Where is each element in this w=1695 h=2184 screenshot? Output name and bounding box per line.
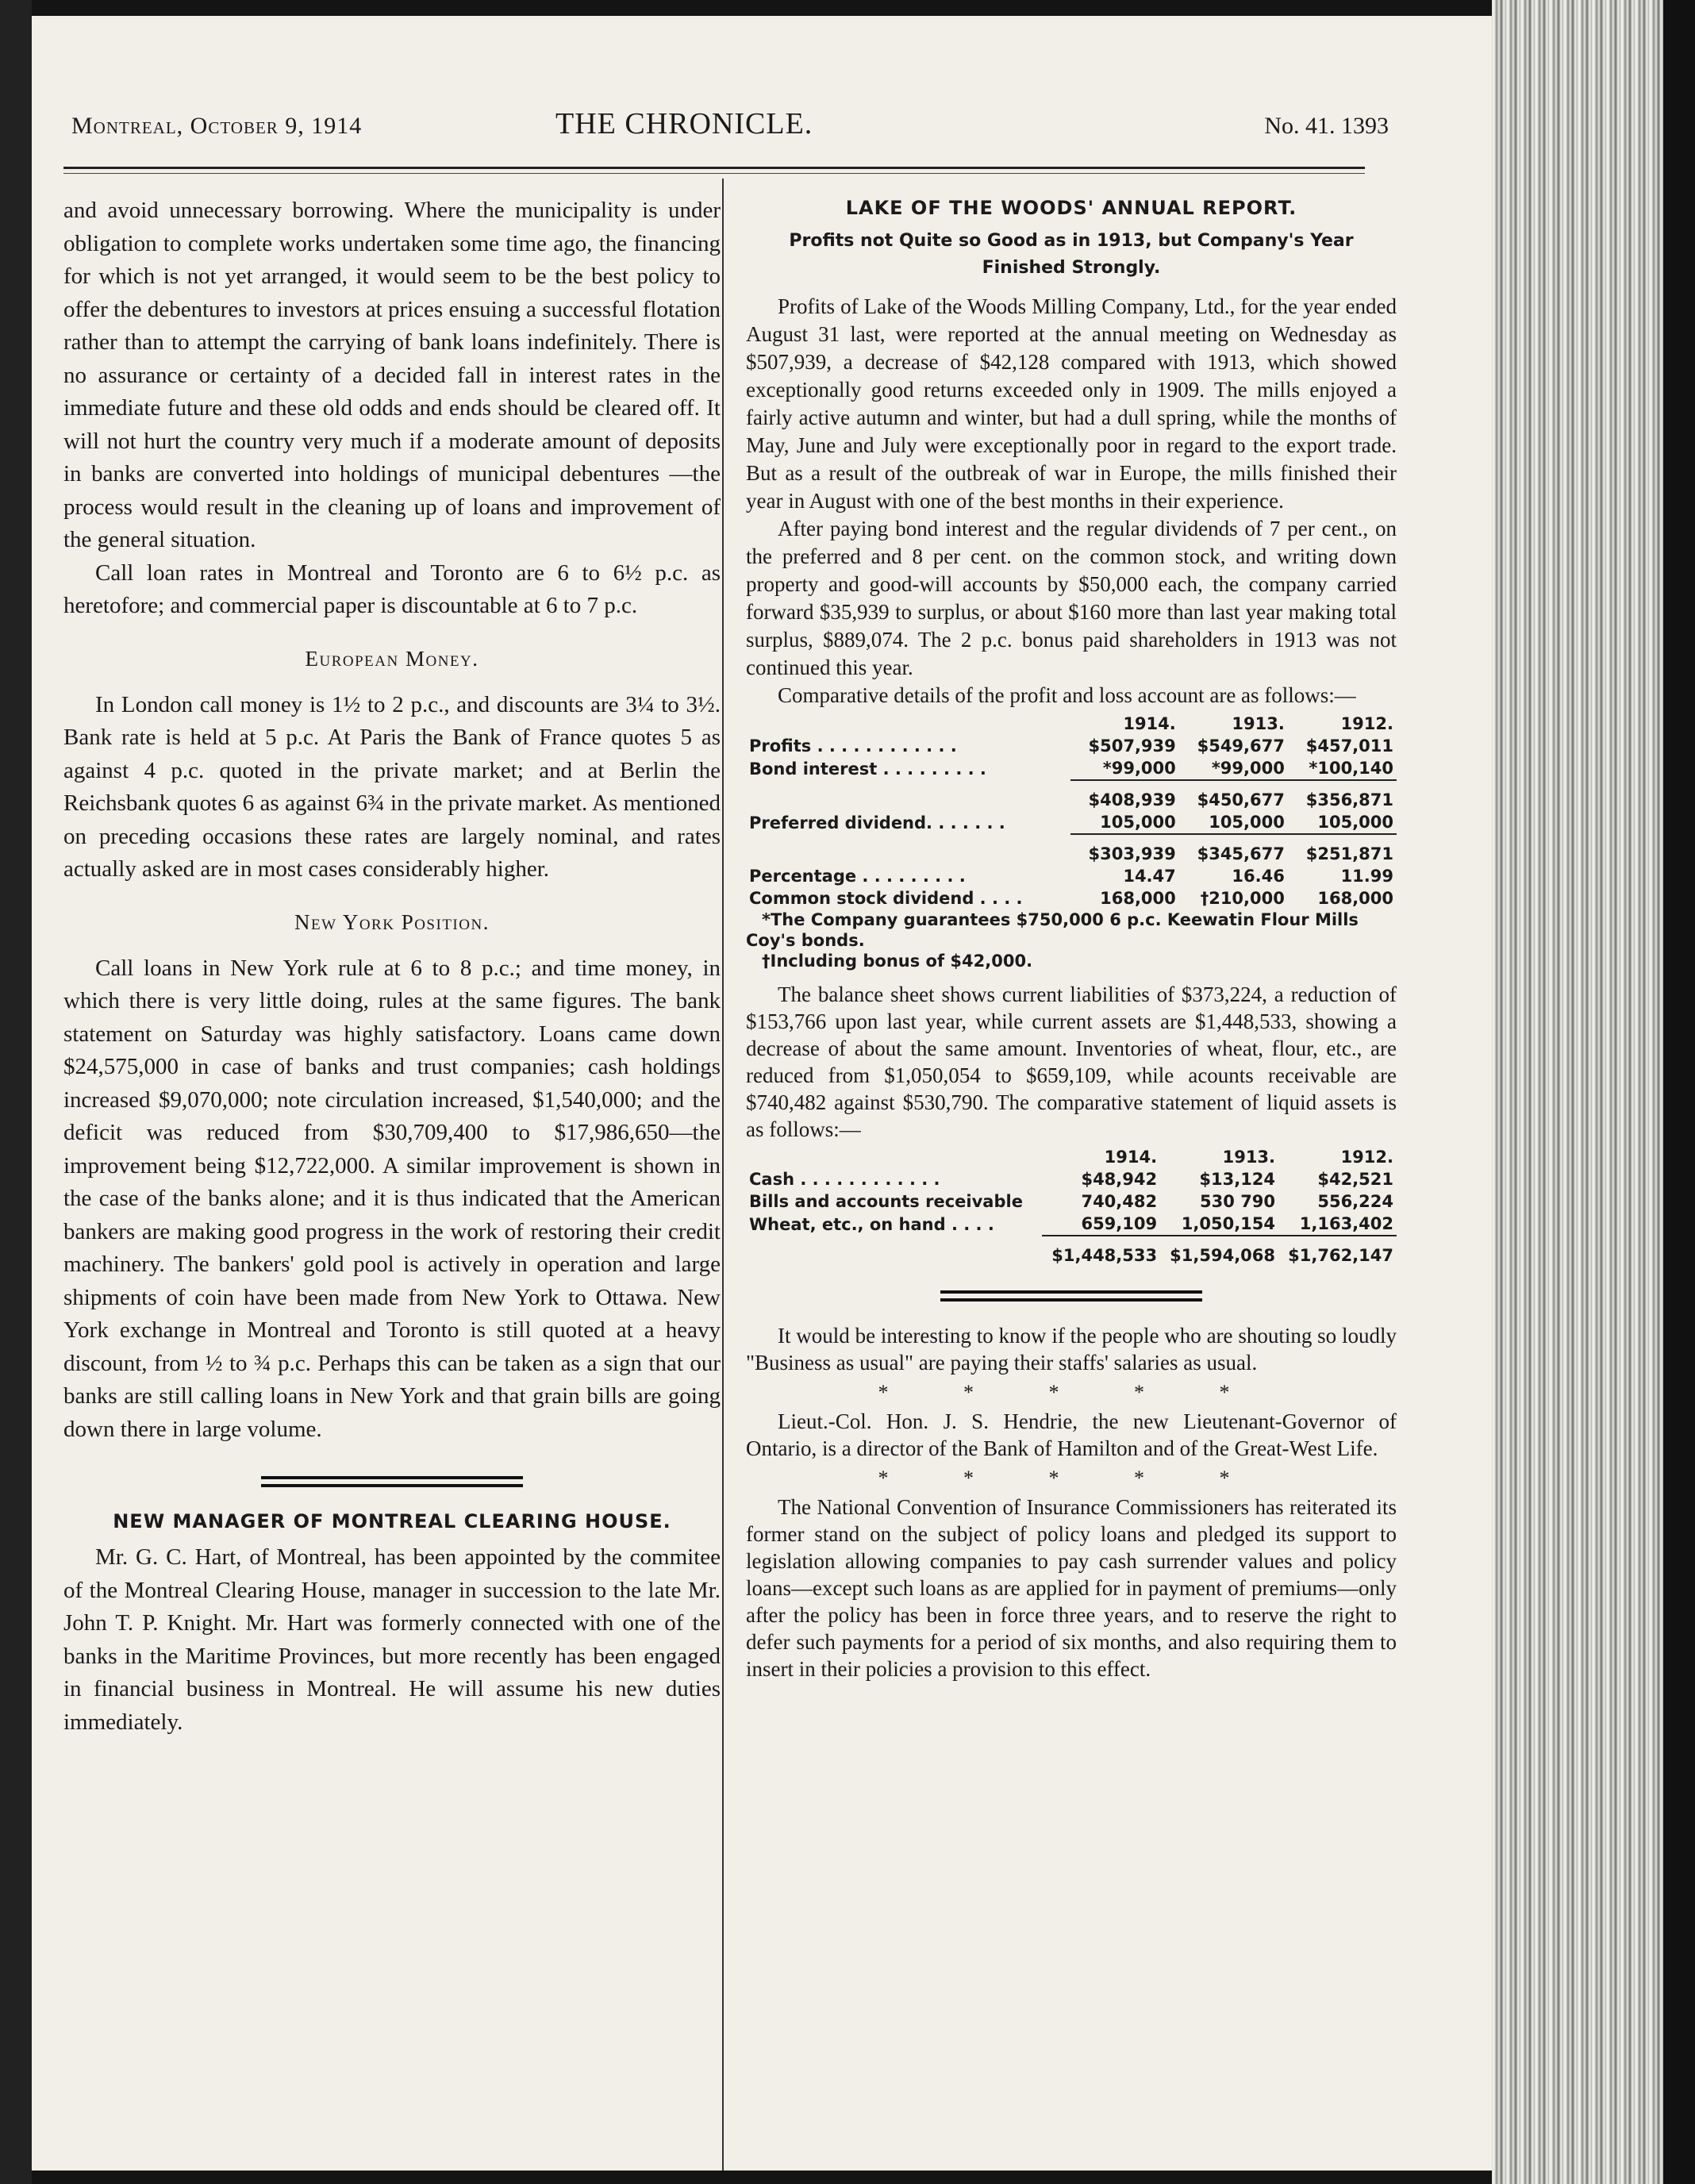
table-row <box>746 1168 1397 1190</box>
table-cell: $251,871 <box>1305 844 1393 863</box>
paragraph: Mr. G. C. Hart, of Montreal, has been appointed by the commitee of the Montreal Clearing House, manager in succession to the late Mr. John T. P. Knight. Mr. Hart was formerly connected with one of the banks in the Maritime Provinces, but more recently has been engaged in financial business in Montreal. He will assume his new duties immediately. <box>63 1544 721 1735</box>
table-cell: *100,140 <box>1288 757 1397 780</box>
paragraph: Call loans in New York rule at 6 to 8 p.c.; and time money, in which there is very little doing, rules at the same figures. The bank statement on Saturday was highly satisfactory. Loans came down $24,575,000 in case of banks and trust companies; cash holdings increased $9,070,000; note circulation increased, $1,540,000; and the deficit was reduced from $30,709,400 to $17,986,650—the improvement being $12,722,000. A similar improvement is shown in the case of the banks alone; and it is thus indicated that the American bankers are making good progress in the work of restoring their credit machinery. The bankers' gold pool is actively in operation and large shipments of coin have been made from New York to Ottawa. New York exchange in Montreal and Toronto is still quoted at a heavy discount, from ½ to ¾ p.c. Perhaps this can be taken as a sign that our banks are still calling loans in New York and that grain bills are going down there in large volume. <box>63 955 721 1442</box>
table-cell: $48,942 <box>1081 1170 1158 1189</box>
column-divider <box>722 179 724 2171</box>
article-subtitle: Profits not Quite so Good as in 1913, but Company's Year Finished Strongly. <box>789 231 1354 278</box>
paragraph: and avoid unnecessary borrowing. Where the municipality is under obligation to complete works undertaken some time ago, the financing for which is not yet arranged, it would seem to be the best policy to offer the debentures to investors at prices ensuing a successful flotation rather than to attempt the carrying of bank loans indefinitely. There is no assurance or certainty of a decided fall in interest rates in the immediate future and these old odds and ends should be cleared off. It will not hurt the country very much if a moderate amount of deposits in banks are converted into holdings of municipal debentures —the process would result in the cleaning up of loans and improvement of the general situation. <box>63 198 721 552</box>
table-header-year: 1914. <box>1104 1148 1158 1167</box>
paragraph: In London call money is 1½ to 2 p.c., and discounts are 3¼ to 3½. Bank rate is held at 5 p.c. At Paris the Bank of France quotes 5 as against 4 p.c. quoted in the private market; and at Berlin the Reichsbank quotes 6 as against 6¾ in the private market. As mentioned on preceding occasions these rates are largely nominal, and rates actually asked are in most cases considerably higher. <box>63 691 721 882</box>
table-row <box>746 1190 1397 1213</box>
table-cell: $42,521 <box>1317 1170 1393 1189</box>
table-cell: 105,000 <box>1179 811 1288 834</box>
table-cell: 16.46 <box>1232 867 1285 886</box>
table-cell: $1,448,533 <box>1051 1246 1158 1265</box>
table-cell: 740,482 <box>1081 1192 1158 1211</box>
table-cell: 14.47 <box>1123 867 1176 886</box>
table-cell: $13,124 <box>1199 1170 1276 1189</box>
table-cell: *99,000 <box>1179 757 1288 780</box>
section-divider <box>940 1290 1202 1302</box>
table-cell: $408,939 <box>1088 790 1176 809</box>
table-cell: $450,677 <box>1197 790 1285 809</box>
table-cell: $507,939 <box>1088 736 1176 756</box>
table-row <box>746 757 1397 780</box>
newspaper-page <box>32 16 1500 2171</box>
table-row-total <box>746 1244 1397 1267</box>
table-cell: 530 790 <box>1200 1192 1276 1211</box>
table-row <box>746 865 1397 887</box>
paragraph: Profits of Lake of the Woods Milling Company, Ltd., for the year ended August 31 last, were reported at the annual meeting on Wednesday as $507,939, a decrease of $42,128 compared with 1913, which showed exceptionally good returns exceeded only in 1909. The mills enjoyed a fairly active autumn and winter, but had a dull spring, while the months of May, June and July were exceptionally poor in regard to the export trade. But as a result of the outbreak of war in Europe, the mills finished their year in August with one of the best months in their experience. <box>746 294 1397 513</box>
row-label: Preferred dividend. . . . . . . <box>749 813 1005 832</box>
table-cell: 1,050,154 <box>1160 1213 1278 1236</box>
table-cell: 659,109 <box>1042 1213 1160 1236</box>
table-cell: 105,000 <box>1288 811 1397 834</box>
profit-loss-table <box>746 713 1397 909</box>
header-rule <box>63 167 1365 169</box>
liquid-assets-table <box>746 1146 1397 1267</box>
table-header-year: 1914. <box>1123 714 1176 733</box>
table-footnote: *The Company guarantees $750,000 6 p.c. Keewatin Flour Mills Coy's bonds. <box>746 910 1359 950</box>
paragraph: Comparative details of the profit and loss account are as follows:— <box>778 683 1356 707</box>
table-cell: $549,677 <box>1197 736 1285 756</box>
table-cell: 556,224 <box>1317 1192 1393 1211</box>
row-label: Percentage . . . . . . . . . <box>749 867 966 886</box>
row-label: Profits . . . . . . . . . . . . <box>749 736 957 756</box>
header-dateline: Montreal, October 9, 1914 <box>71 113 363 139</box>
table-cell: $457,011 <box>1305 736 1393 756</box>
header-rule-thin <box>63 173 1365 174</box>
row-label: Cash . . . . . . . . . . . . <box>749 1170 940 1189</box>
table-row <box>746 735 1397 757</box>
table-cell: 168,000 <box>1100 889 1176 908</box>
table-cell: $345,677 <box>1197 844 1285 863</box>
page-header <box>71 95 1389 151</box>
paragraph: Lieut.-Col. Hon. J. S. Hendrie, the new Lieutenant-Governor of Ontario, is a director of the Bank of Hamilton and of the Great-West Life. <box>746 1409 1397 1460</box>
left-column <box>63 194 721 1739</box>
paragraph: The balance sheet shows current liabilities of $373,224, a reduction of $153,766 upon last year, while current assets are $1,448,533, showing a decrease of about the same amount. Inventories of wheat, flour, etc., are reduced from $1,050,054 to $659,109, while acounts receivable are $740,482 against $530,790. The comparative statement of liquid assets is as follows:— <box>746 982 1397 1141</box>
scan-border <box>0 0 32 2184</box>
table-cell: $303,939 <box>1088 844 1176 863</box>
row-label: Common stock dividend . . . . <box>749 889 1023 908</box>
book-page-edges <box>1492 0 1695 2184</box>
table-cell: 168,000 <box>1317 889 1393 908</box>
section-heading-european-money: European Money. <box>305 646 479 671</box>
table-cell: *99,000 <box>1070 757 1179 780</box>
table-row <box>746 1213 1397 1236</box>
section-heading-new-york-position: New York Position. <box>294 909 490 934</box>
table-header-year: 1913. <box>1222 1148 1276 1167</box>
row-label: Wheat, etc., on hand . . . . <box>749 1214 994 1234</box>
separator-stars: * * * * * <box>878 1381 1265 1404</box>
paragraph: Call loan rates in Montreal and Toronto are 6 to 6½ p.c. as heretofore; and commercial paper is discountable at 6 to 7 p.c. <box>63 559 721 618</box>
section-divider <box>261 1476 523 1487</box>
table-cell: 1,163,402 <box>1278 1213 1397 1236</box>
paragraph: It would be interesting to know if the people who are shouting so loudly "Business as usual" are paying their staffs' salaries as usual. <box>746 1324 1397 1375</box>
right-column <box>746 194 1397 1682</box>
table-header-year: 1912. <box>1340 714 1393 733</box>
table-cell: $1,762,147 <box>1288 1246 1393 1265</box>
table-cell: $356,871 <box>1305 790 1393 809</box>
table-footnote: †Including bonus of $42,000. <box>762 952 1033 971</box>
row-label: Bills and accounts receivable <box>749 1192 1023 1211</box>
article-heading-clearing-house: NEW MANAGER OF MONTREAL CLEARING HOUSE. <box>113 1510 671 1532</box>
row-label: Bond interest . . . . . . . . . <box>749 759 986 779</box>
header-title: THE CHRONICLE. <box>555 107 813 140</box>
table-header-year: 1913. <box>1232 714 1285 733</box>
table-cell: 105,000 <box>1070 811 1179 834</box>
table-cell: †210,000 <box>1200 889 1285 908</box>
table-row <box>746 887 1397 909</box>
table-row <box>746 789 1397 811</box>
separator-stars: * * * * * <box>878 1467 1265 1490</box>
article-title-lake-of-the-woods: LAKE OF THE WOODS' ANNUAL REPORT. <box>845 197 1297 219</box>
table-cell: 11.99 <box>1340 867 1393 886</box>
paragraph: After paying bond interest and the regular dividends of 7 per cent., on the preferred and 8 per cent. on the common stock, and writing down property and good-will accounts by $50,000 each, the company carried forward $35,939 to surplus, or about $160 more than last year making total surplus, $889,074. The 2 p.c. bonus paid shareholders in 1913 was not continued this year. <box>746 517 1397 679</box>
paragraph: The National Convention of Insurance Commissioners has reiterated its former stand on the subject of policy loans and pledged its support to legislation allowing companies to pay cash surrender values and policy loans—except such loans as are applied for in payment of premiums—only after the policy has been in force three years, and to reserve the right to defer such payments for a period of six months, and also requiring them to insert in their policies a provision to this effect. <box>746 1495 1397 1681</box>
table-row <box>746 811 1397 834</box>
table-cell: $1,594,068 <box>1170 1246 1276 1265</box>
table-row <box>746 843 1397 865</box>
header-page-number: No. 41. 1393 <box>1264 113 1389 139</box>
table-header-year: 1912. <box>1340 1148 1393 1167</box>
